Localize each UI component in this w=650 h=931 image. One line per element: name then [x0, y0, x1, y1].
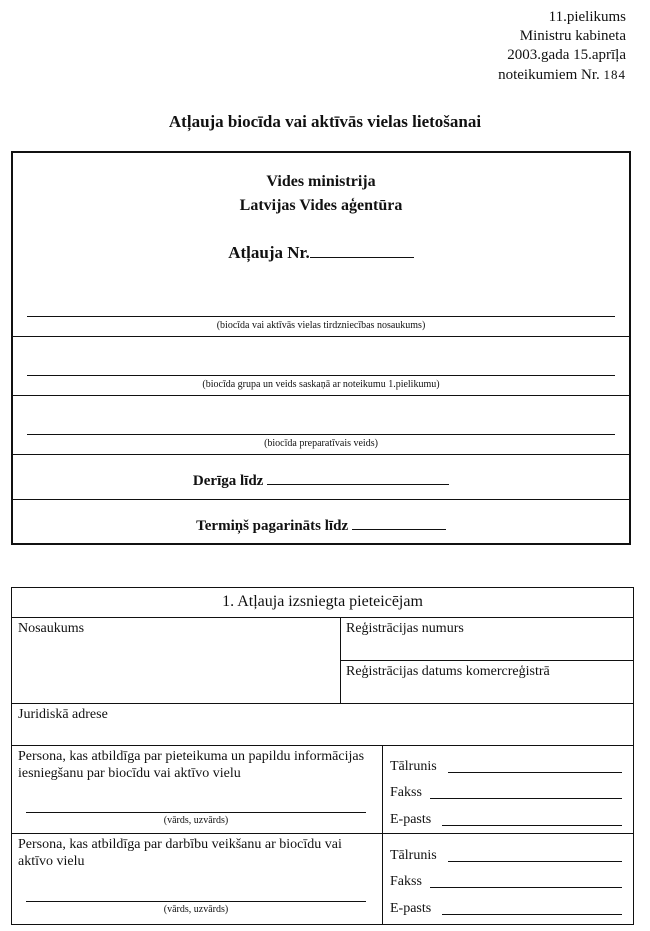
person1-phone-line[interactable] [448, 772, 622, 773]
annex-header [498, 8, 626, 85]
annex-regulation-number: 184 [603, 67, 626, 82]
extended-until-field [13, 515, 629, 535]
permit-box [11, 151, 631, 545]
reg-date-label: Reģistrācijas datums komercreģistrā [346, 664, 550, 679]
person2-fax-line[interactable] [430, 887, 622, 888]
annex-regulation [498, 65, 626, 85]
annex-number: 11.pielikums [548, 9, 626, 25]
person2-fax-label: Fakss [390, 874, 422, 889]
divider [382, 745, 383, 925]
person1-name-caption: (vārds, uzvārds) [163, 815, 229, 826]
person2-name-caption: (vārds, uzvārds) [163, 904, 229, 915]
permit-number-field [13, 243, 629, 263]
divider [13, 499, 629, 500]
permit-number-line[interactable] [310, 243, 414, 258]
annex-cabinet: Ministru kabineta [519, 28, 626, 44]
trade-name-line[interactable] [27, 316, 615, 317]
permit-number-label: Atļauja Nr. [228, 243, 310, 262]
divider [13, 454, 629, 455]
person2-name-line[interactable] [26, 901, 366, 902]
divider [13, 395, 629, 396]
applicant-section-title: 1. Atļauja izsniegta pieteicējam [222, 593, 423, 610]
valid-until-line[interactable] [267, 470, 449, 485]
person1-email-line[interactable] [442, 825, 622, 826]
agency-name: Latvijas Vides aģentūra [239, 197, 403, 214]
person1-fax-line[interactable] [430, 798, 622, 799]
divider [12, 745, 633, 746]
extended-until-label: Termiņš pagarināts līdz [196, 518, 349, 534]
preparation-form-caption: (biocīda preparatīvais veids) [264, 438, 378, 449]
applicant-table [11, 587, 634, 925]
person1-fax-label: Fakss [390, 785, 422, 800]
person2-phone-label: Tālrunis [390, 848, 437, 863]
valid-until-label: Derīga līdz [192, 473, 264, 489]
person2-phone-line[interactable] [448, 861, 622, 862]
group-type-caption: (biocīda grupa un veids saskaņā ar noteikumu 1.pielikumu) [202, 379, 440, 390]
person1-email-label: E-pasts [390, 812, 432, 827]
divider [12, 703, 633, 704]
divider [13, 336, 629, 337]
person2-email-label: E-pasts [390, 901, 432, 916]
reg-number-label: Reģistrācijas numurs [346, 621, 464, 636]
person1-phone-label: Tālrunis [390, 759, 437, 774]
annex-date: 2003.gada 15.aprīļa [507, 47, 626, 63]
ministry-name: Vides ministrija [266, 173, 376, 190]
valid-until-field [13, 470, 629, 490]
person1-label: Persona, kas atbildīga par pieteikuma un papildu informācijas iesniegšanu par biocīdu vai aktīvo vielu [18, 749, 365, 781]
divider [340, 660, 633, 661]
divider [12, 617, 633, 618]
annex-regulation-prefix: noteikumiem Nr. [498, 67, 600, 83]
document-title: Atļauja biocīda vai aktīvās vielas lietošanai [168, 112, 482, 131]
legal-address-label: Juridiskā adrese [18, 707, 108, 722]
preparation-form-line[interactable] [27, 434, 615, 435]
name-label: Nosaukums [18, 621, 85, 636]
person2-label: Persona, kas atbildīga par darbību veikšanu ar biocīdu vai aktīvo vielu [18, 837, 342, 869]
group-type-line[interactable] [27, 375, 615, 376]
person1-name-line[interactable] [26, 812, 366, 813]
trade-name-caption: (biocīda vai aktīvās vielas tirdzniecības nosaukums) [216, 320, 426, 331]
person2-email-line[interactable] [442, 914, 622, 915]
extended-until-line[interactable] [352, 515, 446, 530]
divider [12, 833, 633, 834]
